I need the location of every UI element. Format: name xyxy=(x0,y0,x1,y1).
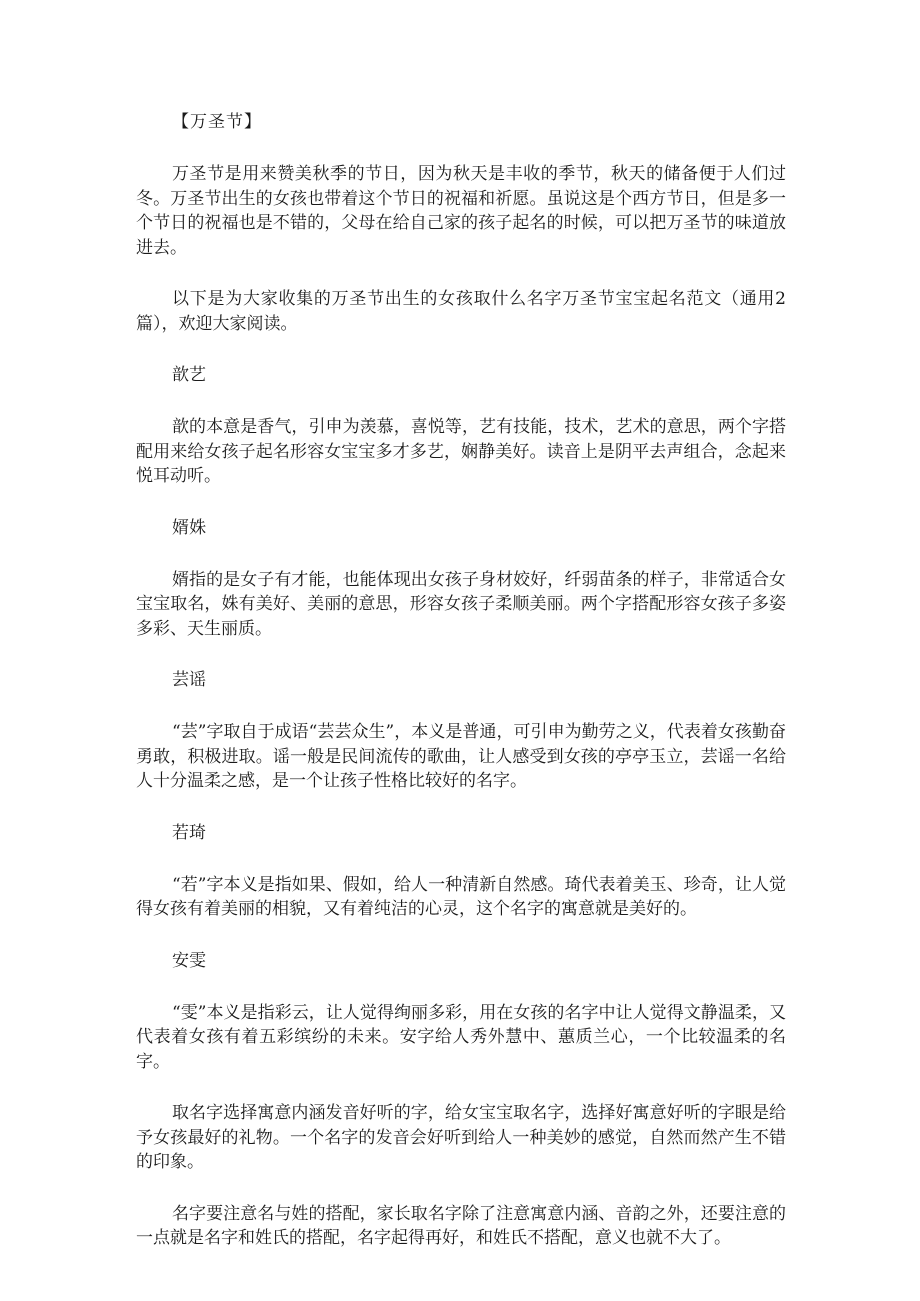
document-title: 【万圣节】 xyxy=(172,112,262,132)
name-heading-1: 歆艺 xyxy=(172,365,206,385)
closing-paragraph-1: 取名字选择寓意内涵发音好听的字，给女宝宝取名字，选择好寓意好听的字眼是给予女孩最好的礼物。一个名字的发音会好听到给人一种美妙的感觉，自然而然产生不错的印象。 xyxy=(136,1103,786,1172)
name-heading-3: 芸谣 xyxy=(172,670,206,690)
name-heading-5: 安雯 xyxy=(172,950,206,971)
name-heading-2: 婿姝 xyxy=(172,517,206,538)
name-heading-4: 若琦 xyxy=(172,822,206,843)
intro-paragraph-2: 以下是为大家收集的万圣节出生的女孩取什么名字万圣节宝宝起名范文（通用2篇），欢迎大家阅读。 xyxy=(136,289,786,334)
name-description-2: 婿指的是女子有才能，也能体现出女孩子身材姣好，纤弱苗条的样子，非常适合女宝宝取名，姝有美好、美丽的意思，形容女孩子柔顺美丽。两个字搭配形容女孩子多姿多彩、天生丽质。 xyxy=(136,569,786,639)
document-page xyxy=(136,110,786,1278)
name-description-4: “若”字本义是指如果、假如，给人一种清新自然感。琦代表着美玉、珍奇，让人觉得女孩有着美丽的相貌，又有着纯洁的心灵，这个名字的寓意就是美好的。 xyxy=(136,874,786,919)
intro-paragraph-1: 万圣节是用来赞美秋季的节日，因为秋天是丰收的季节，秋天的储备便于人们过冬。万圣节出生的女孩也带着这个节日的祝福和祈愿。虽说这是个西方节日，但是多一个节日的祝福也是不错的，父母在给自己家的孩子起名的时候，可以把万圣节的味道放进去。 xyxy=(136,164,786,258)
name-description-3: “芸”字取自于成语“芸芸众生”，本义是普通，可引申为勤劳之义，代表着女孩勤奋勇敢，积极进取。谣一般是民间流传的歌曲，让人感受到女孩的亭亭玉立，芸谣一名给人十分温柔之感，是一个让孩子性格比较好的名字。 xyxy=(136,722,786,791)
name-description-1: 歆的本意是香气，引申为羡慕，喜悦等，艺有技能，技术，艺术的意思，两个字搭配用来给女孩子起名形容女宝宝多才多艺，娴静美好。读音上是阴平去声组合，念起来悦耳动听。 xyxy=(136,417,786,486)
name-description-5: “雯”本义是指彩云，让人觉得绚丽多彩，用在女孩的名字中让人觉得文静温柔，又代表着女孩有着五彩缤纷的未来。安字给人秀外慧中、蕙质兰心，一个比较温柔的名字。 xyxy=(136,1002,786,1072)
closing-paragraph-2: 名字要注意名与姓的搭配，家长取名字除了注意寓意内涵、音韵之外，还要注意的一点就是名字和姓氏的搭配，名字起得再好，和姓氏不搭配，意义也就不大了。 xyxy=(136,1203,786,1248)
